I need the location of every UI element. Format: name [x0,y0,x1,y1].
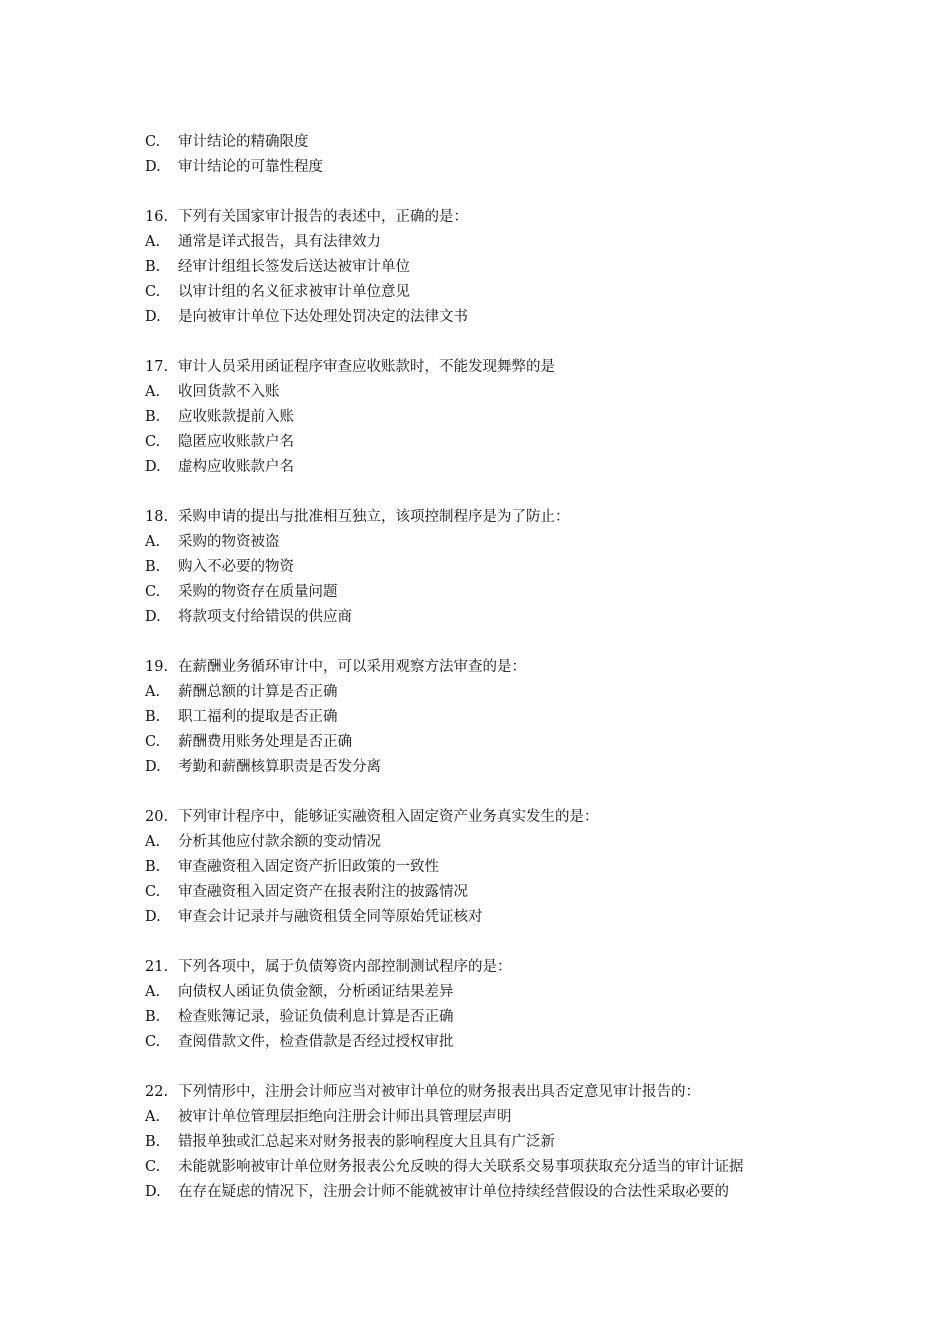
option-text: 检查账簿记录，验证负债利息计算是否正确 [178,1009,454,1025]
option-text: 在存在疑虑的情况下，注册会计师不能就被审计单位持续经营假设的合法性采取必要的 [178,1184,729,1200]
option-text: 薪酬费用账务处理是否正确 [178,734,352,750]
option-line [145,830,815,855]
option-text: 错报单独或汇总起来对财务报表的影响程度大且具有广泛新 [178,1134,555,1150]
option-line [145,680,815,705]
option-label: D. [145,1184,161,1200]
question-text: 下列审计程序中，能够证实融资租入固定资产业务真实发生的是： [178,809,599,825]
exam-content [145,130,815,1205]
option-line [145,530,815,555]
option-text: 考勤和薪酬核算职责是否发分离 [178,759,381,775]
spacer [145,330,815,355]
option-line [145,1005,815,1030]
option-line [145,1030,815,1055]
option-label: C. [145,884,161,900]
option-line [145,130,815,155]
option-text: 被审计单位管理层拒绝向注册会计师出具管理层声明 [178,1109,512,1125]
option-line [145,605,815,630]
option-line [145,155,815,180]
option-line [145,1130,815,1155]
option-text: 审计结论的精确限度 [178,134,309,150]
option-label: B. [145,859,161,875]
option-label: C. [145,734,161,750]
option-label: B. [145,709,161,725]
option-label: B. [145,1134,161,1150]
option-label: D. [145,459,161,475]
question-text: 审计人员采用函证程序审查应收账款时，不能发现舞弊的是 [178,359,555,375]
option-text: 以审计组的名义征求被审计单位意见 [178,284,410,300]
question-number: 16. [145,209,169,225]
option-line [145,730,815,755]
option-text: 审查会计记录并与融资租赁全同等原始凭证核对 [178,909,483,925]
option-text: 虚构应收账款户名 [178,459,294,475]
question-stem [145,505,815,530]
option-label: D. [145,309,161,325]
option-text: 审查融资租入固定资产在报表附注的披露情况 [178,884,468,900]
option-text: 职工福利的提取是否正确 [178,709,338,725]
option-line [145,380,815,405]
option-label: D. [145,609,161,625]
spacer [145,930,815,955]
option-label: A. [145,384,161,400]
option-line [145,905,815,930]
option-line [145,880,815,905]
option-line [145,980,815,1005]
option-label: B. [145,409,161,425]
question-number: 17. [145,359,169,375]
option-label: D. [145,909,161,925]
option-text: 应收账款提前入账 [178,409,294,425]
spacer [145,1055,815,1080]
option-text: 购入不必要的物资 [178,559,294,575]
spacer [145,780,815,805]
option-line [145,705,815,730]
option-label: C. [145,584,161,600]
spacer [145,180,815,205]
question-text: 下列有关国家审计报告的表述中，正确的是： [178,209,468,225]
option-line [145,555,815,580]
option-line [145,230,815,255]
option-text: 隐匿应收账款户名 [178,434,294,450]
option-text: 收回货款不入账 [178,384,280,400]
option-text: 查阅借款文件，检查借款是否经过授权审批 [178,1034,454,1050]
option-label: C. [145,284,161,300]
option-label: A. [145,534,161,550]
question-stem [145,205,815,230]
question-stem [145,955,815,980]
question-number: 19. [145,659,169,675]
question-number: 20. [145,809,169,825]
option-line [145,1180,815,1205]
question-number: 22. [145,1084,169,1100]
option-label: B. [145,259,161,275]
option-label: A. [145,684,161,700]
option-label: A. [145,1109,161,1125]
option-label: B. [145,559,161,575]
option-line [145,280,815,305]
option-text: 薪酬总额的计算是否正确 [178,684,338,700]
option-line [145,580,815,605]
question-number: 18. [145,509,169,525]
option-text: 审查融资租入固定资产折旧政策的一致性 [178,859,439,875]
option-line [145,430,815,455]
question-text: 采购申请的提出与批准相互独立，该项控制程序是为了防止： [178,509,570,525]
question-stem [145,655,815,680]
option-text: 通常是详式报告，具有法律效力 [178,234,381,250]
option-text: 向债权人函证负债金额，分析函证结果差异 [178,984,454,1000]
option-line [145,1105,815,1130]
option-line [145,1155,815,1180]
option-label: C. [145,134,161,150]
option-line [145,405,815,430]
option-label: C. [145,1034,161,1050]
question-text: 下列情形中，注册会计师应当对被审计单位的财务报表出具否定意见审计报告的： [178,1084,700,1100]
option-line [145,255,815,280]
question-stem [145,355,815,380]
option-line [145,755,815,780]
option-text: 采购的物资存在质量问题 [178,584,338,600]
question-stem [145,805,815,830]
question-text: 在薪酬业务循环审计中，可以采用观察方法审查的是： [178,659,526,675]
option-text: 审计结论的可靠性程度 [178,159,323,175]
question-number: 21. [145,959,169,975]
spacer [145,480,815,505]
option-line [145,455,815,480]
option-label: A. [145,984,161,1000]
option-text: 是向被审计单位下达处理处罚决定的法律文书 [178,309,468,325]
option-label: A. [145,834,161,850]
option-label: C. [145,1159,161,1175]
option-text: 将款项支付给错误的供应商 [178,609,352,625]
option-text: 采购的物资被盗 [178,534,280,550]
option-label: D. [145,759,161,775]
option-label: C. [145,434,161,450]
option-line [145,305,815,330]
option-label: B. [145,1009,161,1025]
option-label: D. [145,159,161,175]
option-text: 未能就影响被审计单位财务报表公允反映的得大关联系交易事项获取充分适当的审计证据 [178,1159,744,1175]
question-stem [145,1080,815,1105]
spacer [145,630,815,655]
option-label: A. [145,234,161,250]
option-line [145,855,815,880]
question-text: 下列各项中，属于负债筹资内部控制测试程序的是： [178,959,512,975]
option-text: 分析其他应付款余额的变动情况 [178,834,381,850]
option-text: 经审计组组长签发后送达被审计单位 [178,259,410,275]
